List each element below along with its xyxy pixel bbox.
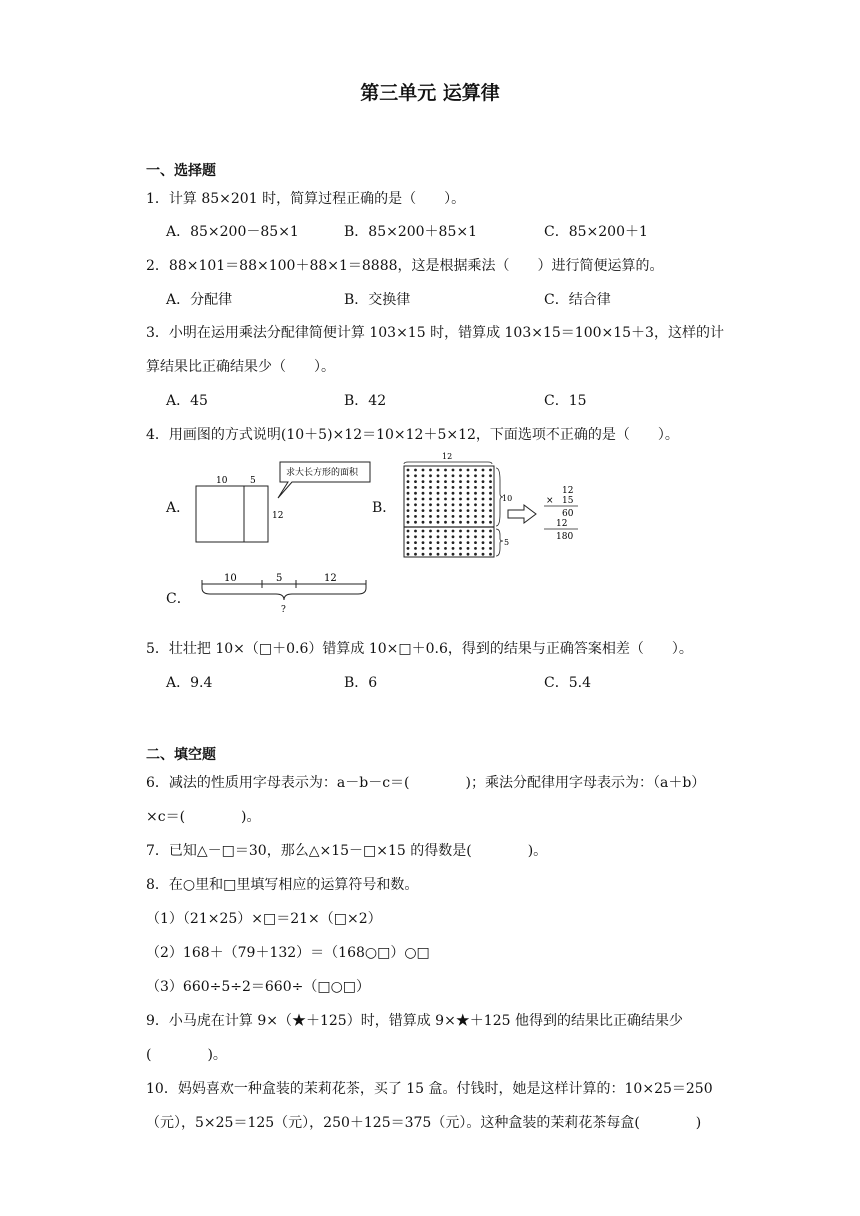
grid-dot [482,503,485,506]
grid-dot [474,503,477,506]
grid-dot [444,541,447,544]
grid-dot [407,503,410,506]
grid-dot [422,530,425,533]
figb-label-12: 12 [442,452,453,461]
grid-dot [482,469,485,472]
grid-dot [482,509,485,512]
grid-dot [429,498,432,501]
question-8-item-1: （1）（21×25）×□＝21×（□×2） [146,911,382,927]
grid-dot [429,530,432,533]
section-heading-fill: 二、填空题 [146,747,216,763]
question-4: 4．用画图的方式说明(10＋5)×12＝10×12＋5×12，下面选项不正确的是（ ）。 [146,427,679,443]
grid-dot [489,469,492,472]
question-9-line2: ( )。 [146,1047,227,1063]
grid-dot [422,469,425,472]
grid-dot [422,509,425,512]
grid-dot [407,492,410,495]
grid-dot [474,541,477,544]
grid-dot [467,492,470,495]
q3-option-c: C．15 [544,393,587,409]
grid-dot [437,541,440,544]
grid-dot [474,474,477,477]
grid-dot [422,492,425,495]
figb-calc-times: × [546,496,554,506]
grid-dot [422,480,425,483]
grid-dot [452,541,455,544]
grid-dot [444,503,447,506]
grid-dot [474,480,477,483]
grid-dot [414,547,417,550]
grid-dot [459,469,462,472]
grid-dot [482,498,485,501]
question-6-line2: ×c＝( )。 [146,809,261,825]
grid-dot [437,492,440,495]
grid-dot [459,498,462,501]
grid-dot [414,474,417,477]
grid-dot [452,474,455,477]
grid-dot [489,509,492,512]
grid-dot [444,547,447,550]
grid-dot [444,553,447,556]
grid-dot [482,515,485,518]
grid-dot [452,521,455,524]
grid-dot [452,486,455,489]
grid-dot [422,521,425,524]
grid-dot [489,553,492,556]
grid-dot [452,498,455,501]
section-heading-choice: 一、选择题 [146,163,216,179]
figb-label-10: 10 [502,494,513,503]
grid-dot [407,509,410,512]
grid-dot [414,530,417,533]
grid-dot [467,474,470,477]
grid-dot [407,480,410,483]
grid-dot [407,474,410,477]
question-9-line1: 9．小马虎在计算 9×（★＋125）时，错算成 9×★＋125 他得到的结果比正确结果少 [146,1013,683,1029]
question-2: 2．88×101＝88×100＋88×1＝8888，这是根据乘法（ ）进行简便运算的。 [146,258,664,274]
question-3-line2: 算结果比正确结果少（ ）。 [146,359,335,375]
grid-dot [414,486,417,489]
figc-label-12: 12 [324,573,337,584]
grid-dot [489,547,492,550]
figb-calc-12b: 12 [556,519,568,529]
grid-dot [467,498,470,501]
grid-dot [474,498,477,501]
q5-option-a: A．9.4 [166,675,213,691]
grid-dot [429,553,432,556]
figc-label-5: 5 [276,573,283,584]
grid-dot [437,509,440,512]
grid-dot [459,535,462,538]
figb-calc-15: 15 [562,496,574,506]
grid-dot [429,535,432,538]
question-6-line1: 6．减法的性质用字母表示为：a－b－c＝( )；乘法分配律用字母表示为：（a＋b） [146,775,706,791]
question-8: 8．在○里和□里填写相应的运算符号和数。 [146,877,419,893]
grid-dot [407,515,410,518]
figc-question: ? [281,605,286,615]
q2-option-a: A．分配律 [166,292,233,308]
grid-dot [467,515,470,518]
grid-dot [489,486,492,489]
grid-dot [482,480,485,483]
grid-dot [444,521,447,524]
grid-dot [489,515,492,518]
figc-label-10: 10 [224,573,237,584]
grid-dot [437,553,440,556]
grid-dot [444,480,447,483]
q4-figure-b [398,450,598,562]
grid-dot [437,480,440,483]
figb-calc-60: 60 [562,509,574,519]
grid-dot [407,547,410,550]
grid-dot [474,535,477,538]
grid-dot [489,503,492,506]
question-10-line1: 10．妈妈喜欢一种盒装的茉莉花茶，买了 15 盒。付钱时，她是这样计算的：10×25＝250 [146,1081,713,1097]
grid-dot [429,486,432,489]
grid-dot [422,515,425,518]
grid-dot [437,503,440,506]
q3-option-a: A．45 [166,393,208,409]
grid-dot [467,486,470,489]
q4-option-b-label: B． [372,500,397,516]
grid-dot [467,530,470,533]
grid-dot [429,492,432,495]
grid-dot [414,480,417,483]
figa-big-rectangle [196,486,268,542]
figa-label-12: 12 [272,511,284,521]
grid-dot [474,553,477,556]
grid-dot [422,553,425,556]
grid-dot [489,498,492,501]
grid-dot [422,541,425,544]
grid-dot [437,474,440,477]
grid-dot [407,469,410,472]
grid-dot [452,509,455,512]
grid-dot [444,535,447,538]
grid-dot [407,530,410,533]
grid-dot [452,530,455,533]
grid-dot [437,547,440,550]
grid-dot [414,498,417,501]
grid-dot [467,503,470,506]
grid-dot [482,474,485,477]
question-8-item-2: （2）168＋（79＋132）＝（168○□）○□ [146,945,430,961]
figb-arrow [508,505,536,523]
grid-dot [482,530,485,533]
question-3-line1: 3．小明在运用乘法分配律简便计算 103×15 时，错算成 103×15＝100×15＋3，这样的计 [146,325,724,341]
grid-dot [429,480,432,483]
grid-dot [429,474,432,477]
q4-option-c-label: C． [166,591,191,607]
grid-dot [437,535,440,538]
grid-dot [414,503,417,506]
grid-dot [429,503,432,506]
q2-option-b: B．交换律 [344,292,411,308]
question-8-item-3: （3）660÷5÷2＝660÷（□○□） [146,979,371,995]
q3-option-b: B．42 [344,393,387,409]
grid-dot [422,486,425,489]
figb-calc-180: 180 [556,532,574,542]
grid-dot [444,469,447,472]
grid-dot [459,553,462,556]
grid-dot [482,547,485,550]
q2-option-c: C．结合律 [544,292,611,308]
question-1: 1．计算 85×201 时，简算过程正确的是（ ）。 [146,191,466,207]
grid-dot [429,509,432,512]
grid-dot [452,492,455,495]
grid-dot [414,535,417,538]
grid-dot [459,515,462,518]
grid-dot [422,535,425,538]
grid-dot [429,547,432,550]
grid-dot [444,509,447,512]
page-title: 第三单元 运算律 [360,82,500,104]
grid-dot [482,535,485,538]
grid-dot [467,480,470,483]
grid-dot [459,541,462,544]
figa-label-5: 5 [250,476,256,486]
question-10-line2: （元），5×25＝125（元），250＋125＝375（元）。这种盒装的茉莉花茶每盒( ) [146,1115,702,1131]
grid-dot [452,480,455,483]
question-7: 7．已知△－□＝30，那么△×15－□×15 的得数是( )。 [146,843,548,859]
grid-dot [474,492,477,495]
grid-dot [474,486,477,489]
q4-figure-a [190,458,380,548]
grid-dot [489,492,492,495]
grid-dot [422,498,425,501]
figb-dot-grid [404,466,494,557]
grid-dot [414,509,417,512]
grid-dot [482,553,485,556]
q5-option-c: C．5.4 [544,675,591,691]
grid-dot [414,553,417,556]
figa-label-10: 10 [216,476,228,486]
grid-dot [489,480,492,483]
grid-dot [429,469,432,472]
grid-dot [489,535,492,538]
grid-dot [422,503,425,506]
grid-dot [429,521,432,524]
q1-option-a: A．85×200－85×1 [166,224,299,240]
grid-dot [467,521,470,524]
q5-option-b: B．6 [344,675,378,691]
grid-dot [459,547,462,550]
grid-dot [444,498,447,501]
grid-dot [467,509,470,512]
grid-dot [429,541,432,544]
question-5: 5．壮壮把 10×（□＋0.6）错算成 10×□＋0.6，得到的结果与正确答案相差（ ）。 [146,641,693,657]
grid-dot [482,521,485,524]
grid-dot [452,553,455,556]
grid-dot [452,515,455,518]
grid-dot [422,547,425,550]
grid-dot [474,547,477,550]
grid-dot [444,530,447,533]
grid-dot [407,521,410,524]
grid-dot [414,541,417,544]
grid-dot [437,486,440,489]
grid-dot [452,469,455,472]
figa-callout-text: 求大长方形的面积 [286,468,359,478]
grid-dot [444,515,447,518]
grid-dot [414,515,417,518]
grid-dot [459,503,462,506]
grid-dot [489,474,492,477]
q4-figure-c [196,570,376,616]
grid-dot [467,535,470,538]
grid-dot [437,530,440,533]
grid-dot [467,541,470,544]
q1-option-c: C．85×200＋1 [544,224,648,240]
grid-dot [407,541,410,544]
grid-dot [414,521,417,524]
grid-dot [467,553,470,556]
figb-calc-12: 12 [562,486,574,496]
grid-dot [422,474,425,477]
grid-dot [459,486,462,489]
grid-dot [474,515,477,518]
grid-dot [437,498,440,501]
grid-dot [489,541,492,544]
grid-dot [452,547,455,550]
grid-dot [444,486,447,489]
grid-dot [429,515,432,518]
grid-dot [489,521,492,524]
grid-dot [437,469,440,472]
grid-dot [459,509,462,512]
grid-dot [459,492,462,495]
grid-dot [444,474,447,477]
q4-option-a-label: A． [166,500,191,516]
grid-dot [489,530,492,533]
grid-dot [437,521,440,524]
q1-option-b: B．85×200＋85×1 [344,224,478,240]
grid-dot [459,480,462,483]
grid-dot [414,492,417,495]
grid-dot [459,474,462,477]
grid-dot [459,530,462,533]
grid-dot [452,535,455,538]
grid-dot [482,541,485,544]
grid-dot [467,547,470,550]
grid-dot [407,535,410,538]
figb-label-5: 5 [504,538,510,547]
grid-dot [474,521,477,524]
grid-dot [467,469,470,472]
grid-dot [459,521,462,524]
grid-dot [482,492,485,495]
grid-dot [444,492,447,495]
grid-dot [474,469,477,472]
grid-dot [414,469,417,472]
grid-dot [407,498,410,501]
figc-brace [202,588,366,600]
grid-dot [474,509,477,512]
grid-dot [474,530,477,533]
grid-dot [482,486,485,489]
grid-dot [452,503,455,506]
grid-dot [437,515,440,518]
grid-dot [407,486,410,489]
grid-dot [407,553,410,556]
